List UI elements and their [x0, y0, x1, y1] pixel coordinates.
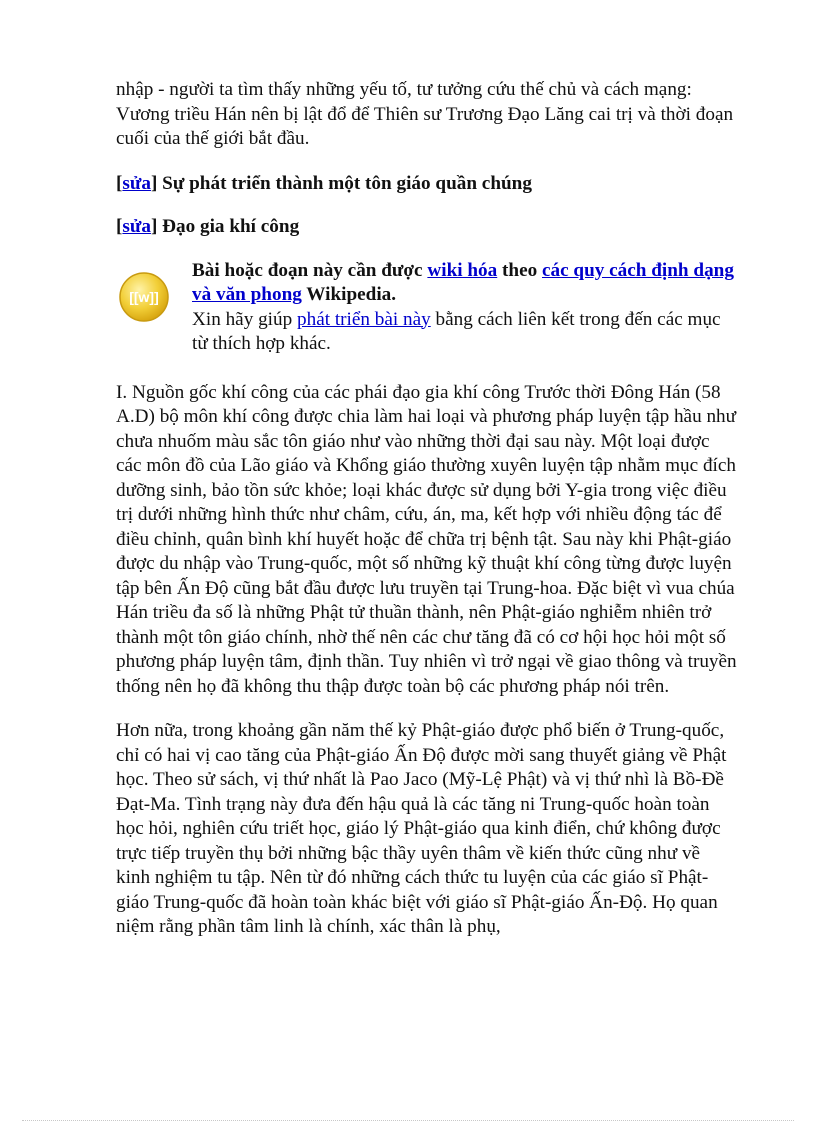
body-paragraph-1: I. Nguồn gốc khí công của các phái đạo gia khí công Trước thời Đông Hán (58 A.D) bộ môn khí công được chia làm hai loại và phương pháp luyện tập hầu như chưa nhuốm màu sắc tôn giáo như vào những thời đại sau này. Một loại được các môn đồ của Lão giáo và Khổng giáo thường xuyên luyện tập nhằm mục đích dưỡng sinh, bảo tồn sức khỏe; loại khác được sử dụng bởi Y-gia trong việc điều trị dưới những hình thức như châm, cứu, án, ma, kết hợp với nhiều động tác để điều chỉnh, quân bình khí huyết hoặc để chữa trị bệnh tật. Sau này khi Phật-giáo được du nhập vào Trung-quốc, một số những kỹ thuật khí công từng được luyện tập bên Ấn Độ cũng bắt đầu được lưu truyền tại Trung-hoa. Đặc biệt vì vua chúa Hán triều đa số là những Phật tử thuần thành, nên Phật-giáo nghiễm nhiên trở thành một tôn giáo chính, nhờ thế nên các chư tăng đã có cơ hội học hỏi một số phương pháp luyện tâm, định thần. Tuy nhiên vì trở ngại về giao thông và truyền thống nên họ đã không thu thập được toàn bộ các phương pháp nói trên.	[116, 381, 737, 697]
wikify-icon	[118, 271, 170, 323]
page-bottom-divider	[22, 1120, 794, 1121]
section-title: Đạo gia khí công	[162, 216, 300, 237]
section-heading-qigong	[116, 215, 738, 240]
intro-paragraph: nhập - người ta tìm thấy những yếu tố, tư tưởng cứu thế chủ và cách mạng: Vương triều Hán nên bị lật đổ để Thiên sư Trương Đạo Lăng cai trị và thời đoạn cuối của thế giới bắt đầu.	[116, 79, 734, 149]
bracket-close: ]	[150, 216, 158, 237]
section-heading-development	[116, 172, 738, 197]
document-page	[116, 78, 738, 960]
wikify-link[interactable]: wiki hóa	[427, 259, 498, 281]
edit-link[interactable]: sửa	[122, 172, 151, 194]
body-paragraph-2: Hơn nữa, trong khoảng gần năm thế kỷ Phật-giáo được phổ biến ở Trung-quốc, chỉ có hai vị cao tăng của Phật-giáo Ấn Độ được mời sang thuyết giảng về Phật học. Theo sử sách, vị thứ nhất là Pao Jaco (Mỹ-Lệ Phật) và vị thứ nhì là Bồ-Đề Đạt-Ma. Tình trạng này đưa đến hậu quả là các tăng ni Trung-quốc hoàn toàn học hỏi, nghiên cứu triết học, giáo lý Phật-giáo qua kinh điển, chứ không được trực tiếp truyền thụ bởi những bậc thầy uyên thâm về kiến thức cũng như về kinh nghiệm tu tập. Nên từ đó những cách thức tu luyện của các giáo sĩ Phật-giáo Trung-quốc đã hoàn toàn khác biệt với giáo sĩ Phật-giáo Ấn-Độ. Họ quan niệm rằng phần tâm linh là chính, xác thân là phụ,	[116, 720, 727, 937]
bracket-close: ]	[150, 172, 158, 194]
style-guide-link[interactable]: các quy cách định dạng và văn phong	[192, 259, 734, 305]
svg-text:[[w]]: [[w]]	[129, 288, 159, 305]
edit-link[interactable]: sửa	[122, 216, 151, 237]
notice-line-2: Xin hãy giúp phát triển bài này bằng cách liên kết trong đến các mục từ thích hợp khác.	[192, 308, 721, 354]
notice-line-1: Bài hoặc đoạn này cần được wiki hóa theo các quy cách định dạng và văn phong Wikipedia.	[192, 259, 734, 305]
bracket-open: [	[116, 216, 123, 237]
wikify-notice	[116, 259, 738, 357]
expand-article-link[interactable]: phát triển bài này	[297, 308, 431, 330]
section-title: Sự phát triển thành một tôn giáo quần chúng	[162, 172, 532, 194]
bracket-open: [	[116, 172, 123, 194]
